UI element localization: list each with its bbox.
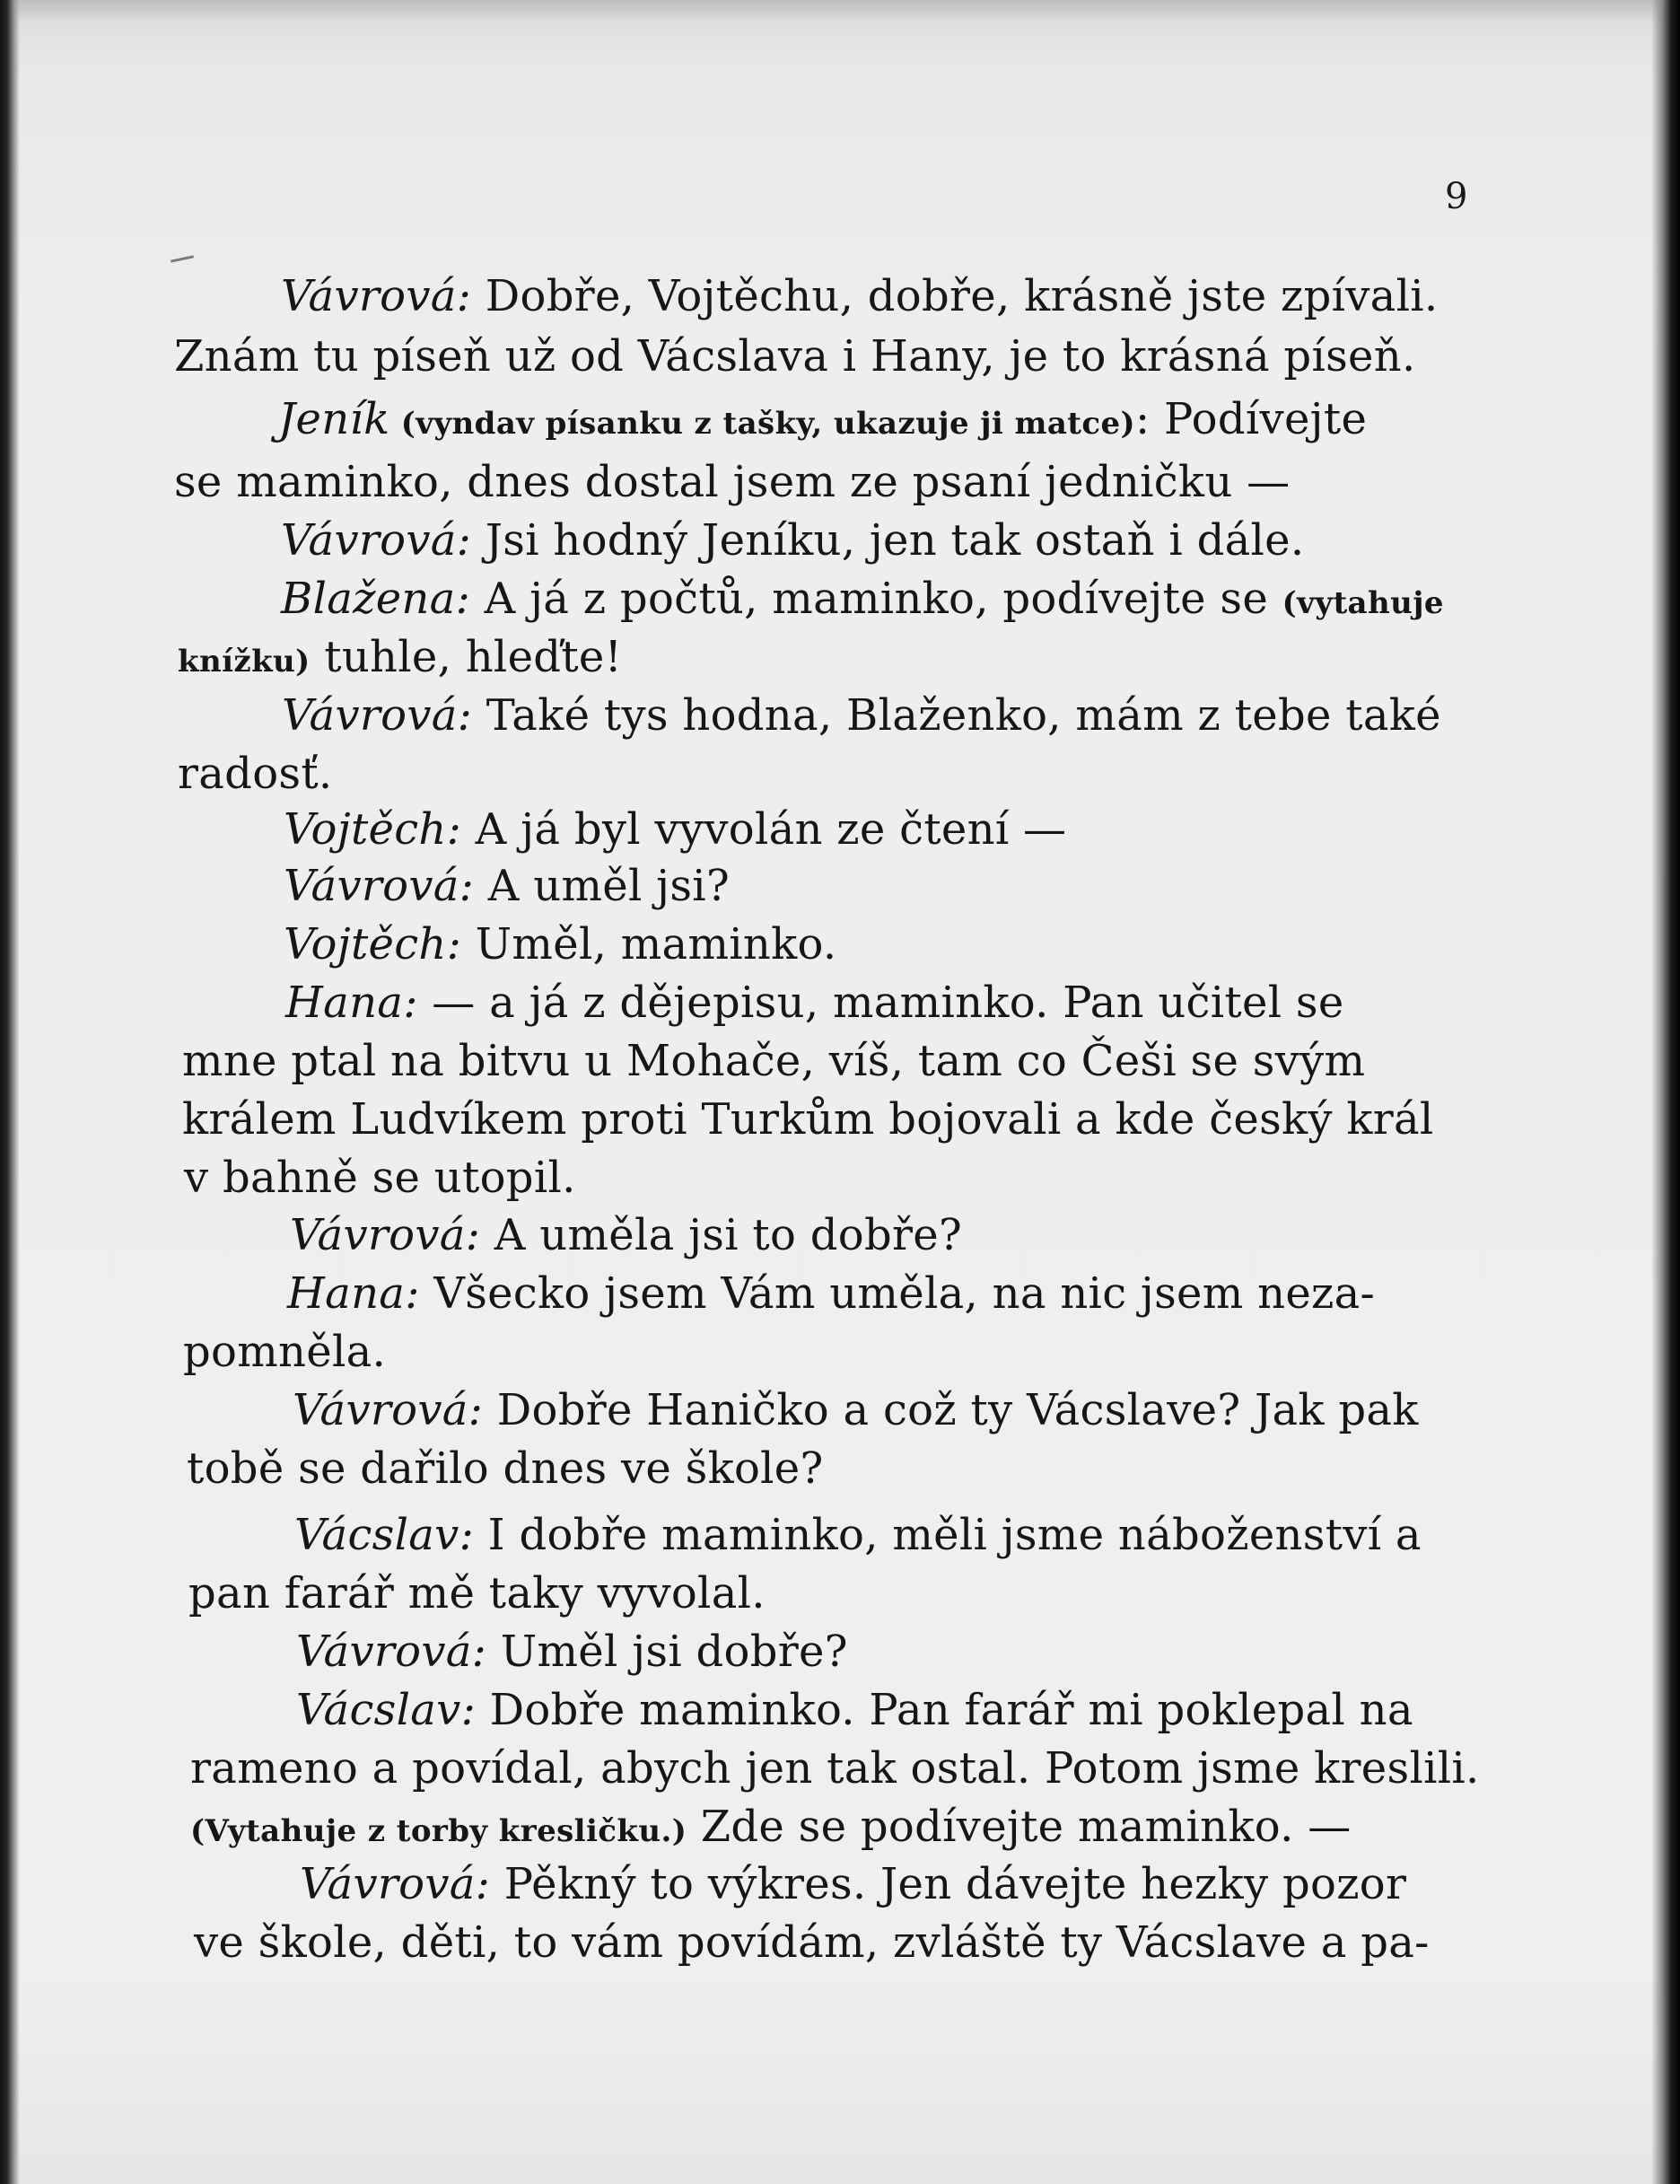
- line-text: Dobře maminko. Pan farář mi poklepal na: [476, 1685, 1413, 1735]
- page-top-shadow: [0, 0, 1680, 23]
- speaker-name: Vácslav:: [294, 1510, 475, 1560]
- text-line: [287, 1268, 1376, 1319]
- stage-direction: (Vytahuje z torby kresličku.): [190, 1813, 687, 1849]
- speaker-name: Vávrová:: [284, 861, 475, 911]
- speaker-name: Vávrová:: [282, 690, 473, 741]
- line-text: mne ptal na bitvu u Mohače, víš, tam co Češi se svým: [182, 1036, 1366, 1086]
- speaker-name: Vávrová:: [281, 515, 472, 566]
- text-line: [182, 1036, 1366, 1086]
- text-line: [284, 919, 837, 969]
- line-text: tuhle, hleďte!: [310, 632, 623, 682]
- text-line: [188, 1568, 766, 1618]
- line-text: radosť.: [178, 749, 333, 799]
- text-line: [285, 978, 1344, 1028]
- line-text: Uměl, maminko.: [461, 919, 837, 969]
- text-line: [294, 1510, 1422, 1560]
- text-line: [278, 394, 1368, 444]
- line-text: Uměl jsi dobře?: [486, 1627, 848, 1677]
- text-line: [300, 1859, 1407, 1909]
- text-line: [183, 1327, 387, 1377]
- page-left-edge: [0, 0, 20, 2184]
- text-line: [178, 632, 623, 682]
- speaker-name: Vávrová:: [300, 1859, 491, 1909]
- line-text: A já byl vyvolán ze čtení —: [461, 804, 1067, 855]
- speaker-name: Vojtěch:: [284, 804, 462, 855]
- speaker-name: Vávrová:: [296, 1627, 487, 1677]
- speaker-name: Vácslav:: [296, 1685, 477, 1735]
- line-text: Znám tu píseň už od Vácslava i Hany, je to krásná píseň.: [174, 331, 1416, 382]
- text-line: [293, 1385, 1419, 1435]
- line-text: tobě se dařilo dnes ve škole?: [187, 1443, 824, 1494]
- line-text: : Podívejte: [1135, 394, 1368, 444]
- text-line: [190, 1802, 1352, 1852]
- text-line: [281, 271, 1439, 321]
- stage-direction: knížku): [178, 644, 311, 680]
- text-line: [178, 749, 333, 799]
- speaker-name: Blažena:: [281, 574, 471, 624]
- line-text: A já z počtů, maminko, podívejte se: [470, 574, 1282, 624]
- line-text: Dobře, Vojtěchu, dobře, krásně jste zpívali.: [471, 271, 1439, 321]
- line-text: Všecko jsem Vám uměla, na nic jsem neza-: [419, 1268, 1376, 1319]
- text-line: [174, 457, 1291, 507]
- line-text: A uměla jsi to dobře?: [480, 1210, 963, 1260]
- stage-direction: (vyndav písanku z tašky, ukazuje ji matce): [389, 406, 1135, 442]
- speaker-name: Jeník: [278, 394, 390, 444]
- text-line: [182, 1094, 1434, 1145]
- text-line: [290, 1210, 963, 1260]
- text-line: [281, 574, 1444, 624]
- line-text: králem Ludvíkem proti Turkům bojovali a kde český král: [182, 1094, 1434, 1145]
- line-text: — a já z dějepisu, maminko. Pan učitel se: [417, 978, 1344, 1028]
- line-text: Zde se podívejte maminko. —: [687, 1802, 1352, 1852]
- ink-mark: [171, 255, 194, 262]
- text-line: [284, 861, 730, 911]
- line-text: Také tys hodna, Blaženko, mám z tebe také: [472, 690, 1441, 741]
- text-line: [190, 1743, 1480, 1794]
- speaker-name: Hana:: [285, 978, 418, 1028]
- stage-direction: (vytahuje: [1282, 585, 1444, 621]
- speaker-name: Vávrová:: [281, 271, 472, 321]
- text-line: [184, 1153, 576, 1203]
- text-line: [296, 1685, 1413, 1735]
- page-right-edge: [1651, 0, 1680, 2184]
- line-text: rameno a povídal, abych jen tak ostal. Potom jsme kreslili.: [190, 1743, 1480, 1794]
- line-text: A uměl jsi?: [474, 861, 730, 911]
- text-line: [194, 1917, 1430, 1968]
- line-text: pan farář mě taky vyvolal.: [188, 1568, 766, 1618]
- line-text: Dobře Haničko a což ty Vácslave? Jak pak: [483, 1385, 1419, 1435]
- text-line: [284, 804, 1067, 855]
- speaker-name: Vávrová:: [293, 1385, 484, 1435]
- speaker-name: Hana:: [287, 1268, 420, 1319]
- text-line: [174, 331, 1416, 382]
- line-text: pomněla.: [183, 1327, 387, 1377]
- text-line: [282, 690, 1441, 741]
- line-text: Pěkný to výkres. Jen dávejte hezky pozor: [490, 1859, 1407, 1909]
- text-line: [296, 1627, 848, 1677]
- text-line: [187, 1443, 824, 1494]
- line-text: se maminko, dnes dostal jsem ze psaní jedničku —: [174, 457, 1291, 507]
- speaker-name: Vojtěch:: [284, 919, 462, 969]
- line-text: I dobře maminko, měli jsme náboženství a: [474, 1510, 1422, 1560]
- text-line: [281, 515, 1305, 566]
- speaker-name: Vávrová:: [290, 1210, 481, 1260]
- page-number: 9: [1445, 176, 1468, 217]
- line-text: v bahně se utopil.: [184, 1153, 576, 1203]
- line-text: Jsi hodný Jeníku, jen tak ostaň i dále.: [471, 515, 1305, 566]
- line-text: ve škole, děti, to vám povídám, zvláště ty Vácslave a pa-: [194, 1917, 1430, 1968]
